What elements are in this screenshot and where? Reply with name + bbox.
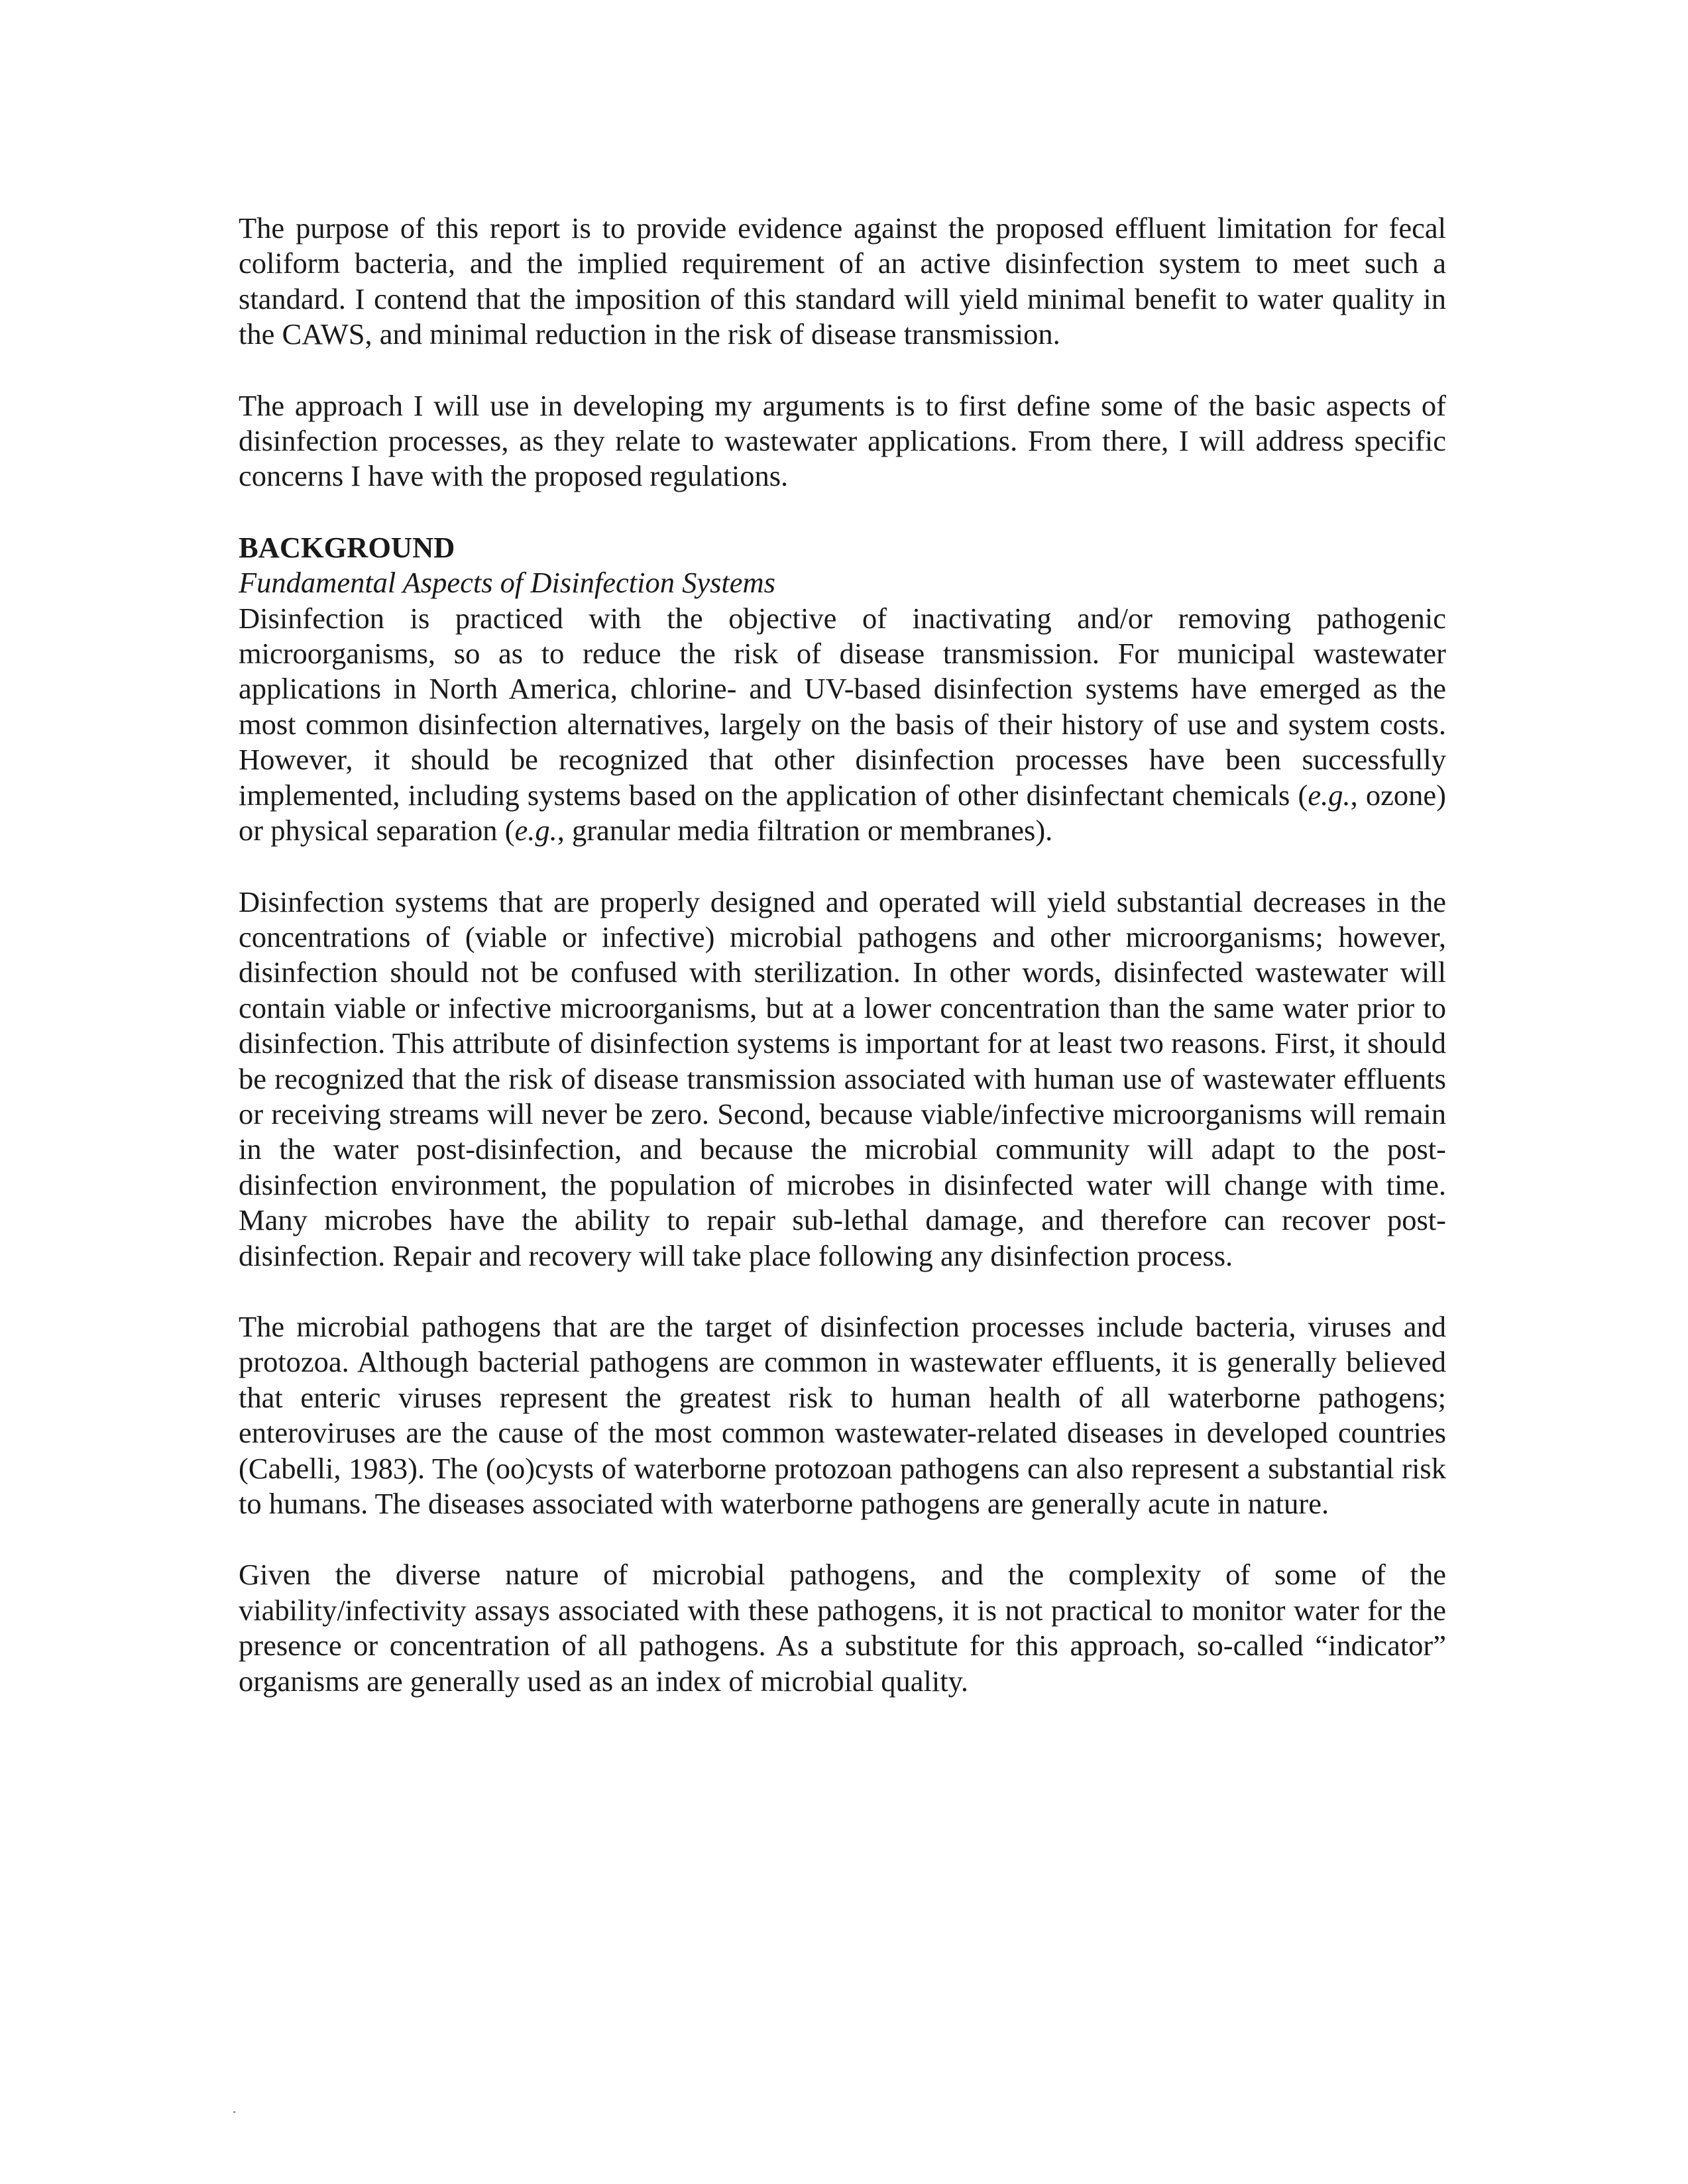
approach-paragraph: The approach I will use in developing my arguments is to first define some of the basic aspects of disinfection processes, as they relate to wastewater applications. From there, I will address specific concerns I have with the proposed regulations.: [239, 388, 1446, 493]
pathogens-paragraph: The microbial pathogens that are the target of disinfection processes include bacteria, viruses and protozoa. Although bacterial pathogens are common in wastewater effluents, it is generally believed that enteric viruses represent the greatest risk to human health of all waterborne pathogens; enteroviruses are the cause of the most common wastewater-related diseases in developed countries (Cabelli, 1983). The (oo)cysts of waterborne protozoan pathogens can also represent a substantial risk to humans. The diseases associated with waterborne pathogens are generally acute in nature.: [239, 1309, 1446, 1520]
disinfection-paragraph: [239, 601, 1446, 849]
section-heading: BACKGROUND: [239, 530, 455, 564]
sterilization-paragraph: Disinfection systems that are properly designed and operated will yield substantial decreases in the concentrations of (viable or infective) microbial pathogens and other microorganisms; however, disinfection should not be confused with sterilization. In other words, disinfected wastewater will contain viable or infective microorganisms, but at a lower concentration than the same water prior to disinfection. This attribute of disinfection systems is important for at least two reasons. First, it should be recognized that the risk of disease transmission associated with human use of wastewater effluents or receiving streams will never be zero. Second, because viable/infective microorganisms will remain in the water post-disinfection, and because the microbial community will adapt to the post-disinfection environment, the population of microbes in disinfected water will change with time. Many microbes have the ability to repair sub-lethal damage, and therefore can recover post-disinfection. Repair and recovery will take place following any disinfection process.: [239, 885, 1446, 1272]
scan-speck: [233, 2111, 235, 2113]
paragraph-text: Disinfection is practiced with the objective of inactivating and/or removing pathogenic microorganisms, so as to reduce the risk of disease transmission. For municipal wastewater applications in North America, chlorine- and UV-based disinfection systems have emerged as the most common disinfection alternatives, largely on the basis of their history of use and system costs. However, it should be recognized that other disinfection processes have been successfully implemented, including systems based on the application of other disinfectant chemicals (: [239, 601, 1446, 812]
italic-abbreviation: e.g.: [514, 814, 557, 847]
intro-paragraph: The purpose of this report is to provide evidence against the proposed effluent limitation for fecal coliform bacteria, and the implied requirement of an active disinfection system to meet such a standard. I contend that the imposition of this standard will yield minimal benefit to water quality in the CAWS, and minimal reduction in the risk of disease transmission.: [239, 211, 1446, 351]
paragraph-text: , granular media filtration or membranes).: [557, 814, 1053, 847]
italic-abbreviation: e.g.: [1308, 778, 1351, 812]
subsection-heading: Fundamental Aspects of Disinfection Systems: [239, 566, 775, 600]
document-page: [239, 211, 1446, 1735]
background-section: [239, 530, 1446, 1699]
paragraph-text: , ozone) or physical separation (: [239, 778, 1446, 847]
indicator-paragraph: Given the diverse nature of microbial pathogens, and the complexity of some of the viability/infectivity assays associated with these pathogens, it is not practical to monitor water for the presence or concentration of all pathogens. As a substitute for this approach, so-called “indicator” organisms are generally used as an index of microbial quality.: [239, 1558, 1446, 1698]
